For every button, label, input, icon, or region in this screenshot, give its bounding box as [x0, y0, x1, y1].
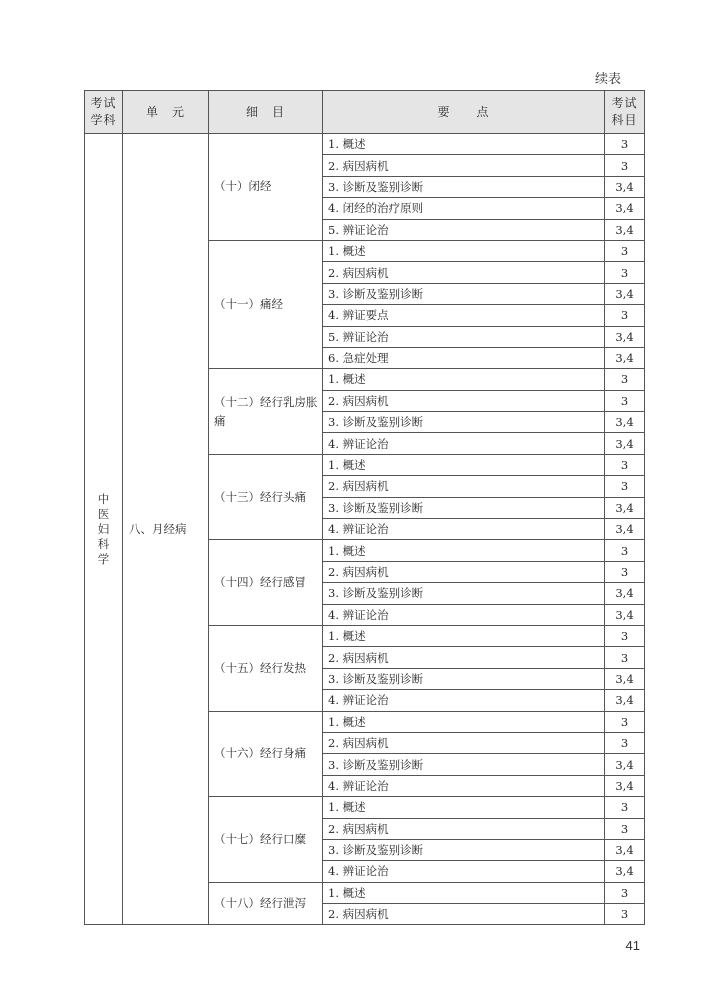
point-cell: 2. 病因病机 [323, 904, 605, 925]
level-cell: 3 [605, 155, 645, 176]
level-cell: 3,4 [605, 198, 645, 219]
header-subject [85, 91, 123, 134]
level-cell: 3,4 [605, 839, 645, 860]
level-cell: 3,4 [605, 775, 645, 796]
level-cell: 3 [605, 476, 645, 497]
level-cell: 3 [605, 711, 645, 732]
level-cell: 3 [605, 540, 645, 561]
point-cell: 4. 辨证论治 [323, 519, 605, 540]
level-cell: 3 [605, 904, 645, 925]
point-cell: 3. 诊断及鉴别诊断 [323, 839, 605, 860]
detail-cell: （十八）经行泄泻 [209, 882, 323, 925]
point-cell: 3. 诊断及鉴别诊断 [323, 583, 605, 604]
point-cell: 1. 概述 [323, 240, 605, 261]
point-cell: 2. 病因病机 [323, 647, 605, 668]
unit-cell: 八、月经病 [123, 134, 209, 925]
level-cell: 3 [605, 390, 645, 411]
table-body [85, 134, 645, 925]
table-header-row [85, 91, 645, 134]
level-cell: 3,4 [605, 347, 645, 368]
header-level-text: 考试 科目 [611, 96, 638, 127]
level-cell: 3 [605, 454, 645, 475]
point-cell: 2. 病因病机 [323, 561, 605, 582]
level-cell: 3 [605, 732, 645, 753]
table-row [85, 134, 645, 155]
level-cell: 3,4 [605, 283, 645, 304]
point-cell: 4. 辨证论治 [323, 861, 605, 882]
header-subject-text: 考试 学科 [90, 96, 117, 127]
point-cell: 3. 诊断及鉴别诊断 [323, 668, 605, 689]
level-cell: 3 [605, 818, 645, 839]
header-points [323, 91, 605, 134]
point-cell: 5. 辨证论治 [323, 326, 605, 347]
level-cell: 3 [605, 882, 645, 903]
level-cell: 3 [605, 797, 645, 818]
level-cell: 3,4 [605, 754, 645, 775]
point-cell: 3. 诊断及鉴别诊断 [323, 497, 605, 518]
level-cell: 3,4 [605, 604, 645, 625]
syllabus-table [84, 90, 645, 925]
point-cell: 2. 病因病机 [323, 818, 605, 839]
header-unit-text: 单 元 [145, 104, 185, 119]
point-cell: 4. 辨证论治 [323, 690, 605, 711]
point-cell: 2. 病因病机 [323, 390, 605, 411]
point-cell: 1. 概述 [323, 797, 605, 818]
header-detail [209, 91, 323, 134]
detail-cell: （十四）经行感冒 [209, 540, 323, 626]
header-points-text: 要 点 [437, 104, 490, 119]
level-cell: 3 [605, 369, 645, 390]
level-cell: 3 [605, 262, 645, 283]
point-cell: 2. 病因病机 [323, 476, 605, 497]
level-cell: 3 [605, 240, 645, 261]
level-cell: 3,4 [605, 326, 645, 347]
point-cell: 1. 概述 [323, 134, 605, 155]
detail-cell: （十三）经行头痛 [209, 454, 323, 540]
point-cell: 4. 辨证论治 [323, 433, 605, 454]
level-cell: 3,4 [605, 861, 645, 882]
point-cell: 3. 诊断及鉴别诊断 [323, 412, 605, 433]
level-cell: 3,4 [605, 433, 645, 454]
detail-cell: （十七）经行口糜 [209, 797, 323, 883]
point-cell: 4. 辨证论治 [323, 604, 605, 625]
continued-label: 续表 [595, 72, 622, 87]
point-cell: 3. 诊断及鉴别诊断 [323, 754, 605, 775]
level-cell: 3,4 [605, 583, 645, 604]
point-cell: 4. 闭经的治疗原则 [323, 198, 605, 219]
header-unit [123, 91, 209, 134]
point-cell: 2. 病因病机 [323, 155, 605, 176]
level-cell: 3,4 [605, 412, 645, 433]
level-cell: 3,4 [605, 668, 645, 689]
point-cell: 1. 概述 [323, 882, 605, 903]
level-cell: 3 [605, 647, 645, 668]
point-cell: 4. 辨证论治 [323, 775, 605, 796]
level-cell: 3,4 [605, 690, 645, 711]
point-cell: 4. 辨证要点 [323, 305, 605, 326]
level-cell: 3 [605, 134, 645, 155]
point-cell: 2. 病因病机 [323, 732, 605, 753]
point-cell: 2. 病因病机 [323, 262, 605, 283]
detail-cell: （十二）经行乳房胀痛 [209, 369, 323, 455]
point-cell: 1. 概述 [323, 454, 605, 475]
level-cell: 3 [605, 625, 645, 646]
detail-cell: （十六）经行身痛 [209, 711, 323, 797]
point-cell: 6. 急症处理 [323, 347, 605, 368]
level-cell: 3 [605, 561, 645, 582]
point-cell: 3. 诊断及鉴别诊断 [323, 176, 605, 197]
level-cell: 3,4 [605, 219, 645, 240]
point-cell: 1. 概述 [323, 711, 605, 732]
level-cell: 3,4 [605, 176, 645, 197]
point-cell: 3. 诊断及鉴别诊断 [323, 283, 605, 304]
level-cell: 3 [605, 305, 645, 326]
level-cell: 3,4 [605, 519, 645, 540]
subject-text: 中医妇科学 [97, 491, 110, 566]
point-cell: 1. 概述 [323, 540, 605, 561]
subject-cell [85, 134, 123, 925]
detail-cell: （十五）经行发热 [209, 625, 323, 711]
detail-cell: （十）闭经 [209, 134, 323, 241]
point-cell: 1. 概述 [323, 625, 605, 646]
page-number: 41 [625, 938, 640, 953]
header-level [605, 91, 645, 134]
level-cell: 3,4 [605, 497, 645, 518]
header-detail-text: 细 目 [245, 104, 285, 119]
point-cell: 5. 辨证论治 [323, 219, 605, 240]
point-cell: 1. 概述 [323, 369, 605, 390]
detail-cell: （十一）痛经 [209, 240, 323, 368]
